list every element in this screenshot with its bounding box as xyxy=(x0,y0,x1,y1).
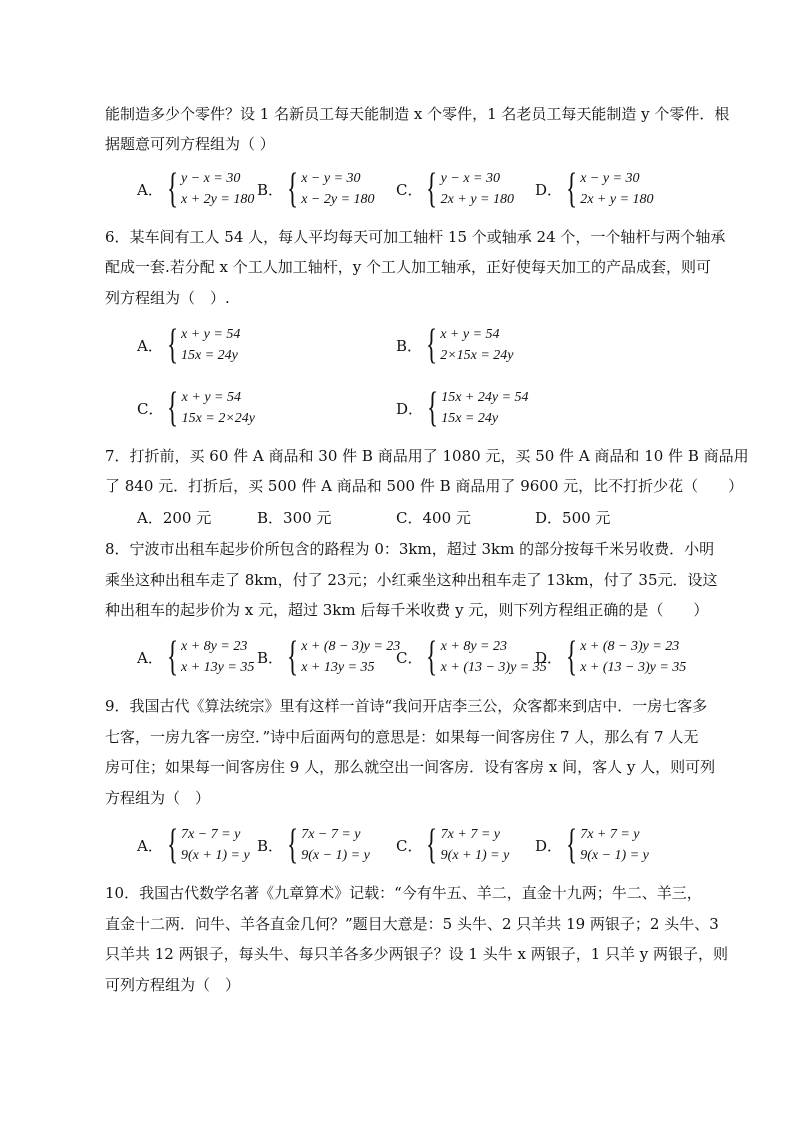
equation-system xyxy=(167,824,250,866)
q9-text-line-1: 9．我国古代《算法统宗》里有这样一首诗“我问开店李三公，众客都来到店中．一房七客多 xyxy=(105,697,708,715)
q10-text-line-4: 可列方程组为（ ） xyxy=(105,976,241,994)
equation: x + 2y = 180 xyxy=(181,192,255,207)
equation: 9(x − 1) = y xyxy=(301,848,370,863)
equation: x + (8 − 3)y = 23 xyxy=(580,639,680,654)
option-label: B． xyxy=(257,836,284,855)
q8-option-a[interactable] xyxy=(137,634,254,680)
option-label: C． xyxy=(137,399,164,418)
q8-options xyxy=(0,634,794,680)
q8-option-d[interactable] xyxy=(535,634,686,680)
equation: x + 8y = 23 xyxy=(181,639,248,654)
q9-options xyxy=(0,822,794,868)
option-label: D． xyxy=(535,648,563,667)
equation: 15x + 24y = 54 xyxy=(441,390,529,405)
equation: y − x = 30 xyxy=(181,171,241,186)
option-label: B． xyxy=(396,336,423,355)
equation-system xyxy=(167,168,255,210)
q10-text-line-3: 只羊共 12 两银子，每头牛、每只羊各多少两银子？设 1 头牛 x 两银子，1 只羊 y 两银子，则 xyxy=(105,945,729,963)
brace-icon: { xyxy=(426,166,438,212)
option-label: B． xyxy=(257,180,284,199)
brace-icon: { xyxy=(166,166,178,212)
equation: x + y = 54 xyxy=(440,327,500,342)
option-label: C． xyxy=(396,180,423,199)
brace-icon: { xyxy=(287,166,299,212)
equation: 9(x − 1) = y xyxy=(580,848,649,863)
q8-text-line-3: 种出租车的起步价为 x 元，超过 3km 后每千米收费 y 元，则下列方程组正确的是（ ） xyxy=(105,601,709,619)
equation: 9(x + 1) = y xyxy=(440,848,510,863)
q5-options xyxy=(0,166,794,212)
q7-option-a[interactable]: A．200 元 xyxy=(137,509,212,527)
equation: 7x + 7 = y xyxy=(580,827,640,842)
q9-option-a[interactable] xyxy=(137,822,250,868)
q8-option-c[interactable] xyxy=(396,634,547,680)
equation: x − 2y = 180 xyxy=(301,192,375,207)
equation-system xyxy=(426,636,546,678)
brace-icon: { xyxy=(426,822,438,868)
q7-text-line-2: 了 840 元．打折后，买 500 件 A 商品和 500 件 B 商品用了 9600 元，比不打折少花（ ） xyxy=(105,477,744,495)
equation: x + 8y = 23 xyxy=(440,639,507,654)
equation: 2x + y = 180 xyxy=(580,192,654,207)
q5-option-a[interactable] xyxy=(137,166,254,212)
equation: x + 13y = 35 xyxy=(301,660,375,675)
option-label: A． xyxy=(137,180,163,199)
equation: 2×15x = 24y xyxy=(440,348,514,363)
option-label: D． xyxy=(535,180,563,199)
brace-icon: { xyxy=(566,822,578,868)
equation-system xyxy=(566,636,686,678)
equation: 15x = 24y xyxy=(441,411,499,426)
q7-option-b[interactable]: B．300 元 xyxy=(257,509,332,527)
equation: x + y = 54 xyxy=(181,390,241,405)
q5-text-line-2: 据题意可列方程组为（ ） xyxy=(105,135,275,153)
equation: 15x = 2×24y xyxy=(181,411,255,426)
q5-option-d[interactable] xyxy=(535,166,654,212)
brace-icon: { xyxy=(167,385,179,431)
equation: 9(x + 1) = y xyxy=(181,848,250,863)
q6-text-line-1: 6．某车间有工人 54 人，每人平均每天可加工轴杆 15 个或轴承 24 个，一个轴杆与两个轴承 xyxy=(105,228,726,246)
brace-icon: { xyxy=(566,634,578,680)
brace-icon: { xyxy=(427,385,439,431)
equation: 7x − 7 = y xyxy=(301,827,361,842)
q9-option-c[interactable] xyxy=(396,822,509,868)
q8-text-line-2: 乘坐这种出租车走了 8km，付了 23元；小红乘坐这种出租车走了 13km，付了 35元．设这 xyxy=(105,571,718,589)
equation-system xyxy=(427,387,529,429)
equation-system xyxy=(287,168,375,210)
q9-text-line-3: 房可住；如果每一间客房住 9 人，那么就空出一间客房．设有客房 x 间，客人 y 人，则可列 xyxy=(105,758,716,776)
q6-text-line-3: 列方程组为（ ）. xyxy=(105,289,230,307)
q8-text-line-1: 8．宁波市出租车起步价所包含的路程为 0：3km，超过 3km 的部分按每千米另收费．小明 xyxy=(105,540,715,558)
q10-text-line-1: 10．我国古代数学名著《九章算术》记载：“今有牛五、羊二，直金十九两；牛二、羊三， xyxy=(105,884,702,902)
brace-icon: { xyxy=(166,634,178,680)
equation: 7x − 7 = y xyxy=(181,827,241,842)
option-label: B． xyxy=(257,648,284,667)
brace-icon: { xyxy=(166,322,178,368)
option-label: A． xyxy=(137,336,163,355)
q5-option-b[interactable] xyxy=(257,166,375,212)
equation-system xyxy=(167,636,255,678)
equation-system xyxy=(566,168,654,210)
q6-option-d[interactable] xyxy=(396,385,529,431)
q9-option-b[interactable] xyxy=(257,822,370,868)
q9-text-line-4: 方程组为（ ） xyxy=(105,789,211,807)
q7-text-line-1: 7．打折前，买 60 件 A 商品和 30 件 B 商品用了 1080 元，买 50 件 A 商品和 10 件 B 商品用 xyxy=(105,447,749,465)
q5-option-c[interactable] xyxy=(396,166,514,212)
equation: x + (13 − 3)y = 35 xyxy=(580,660,687,675)
equation: 7x + 7 = y xyxy=(440,827,500,842)
option-label: A． xyxy=(137,836,163,855)
option-label: C． xyxy=(396,648,423,667)
equation-system xyxy=(426,324,514,366)
equation: x + (8 − 3)y = 23 xyxy=(301,639,401,654)
option-label: D． xyxy=(535,836,563,855)
q8-option-b[interactable] xyxy=(257,634,400,680)
q6-text-line-2: 配成一套.若分配 x 个工人加工轴杆，y 个工人加工轴承，正好使每天加工的产品成套，则可 xyxy=(105,258,712,276)
equation-system xyxy=(167,324,241,366)
q6-option-a[interactable] xyxy=(137,322,240,368)
option-label: A． xyxy=(137,648,163,667)
equation-system xyxy=(287,636,400,678)
q6-options-row-1 xyxy=(0,322,794,368)
brace-icon: { xyxy=(287,634,299,680)
equation-system xyxy=(566,824,649,866)
q7-option-d[interactable]: D．500 元 xyxy=(535,509,611,527)
equation-system xyxy=(287,824,370,866)
equation: y − x = 30 xyxy=(440,171,500,186)
option-label: D． xyxy=(396,399,424,418)
equation-system xyxy=(167,387,255,429)
equation: x + y = 54 xyxy=(181,327,241,342)
q7-option-c[interactable]: C．400 元 xyxy=(396,509,471,527)
q10-text-line-2: 直金十二两．问牛、羊各直金几何？”题目大意是：5 头牛、2 只羊共 19 两银子；2 头牛、3 xyxy=(105,915,719,933)
q6-options-row-2 xyxy=(0,385,794,431)
option-label: C． xyxy=(396,836,423,855)
q9-option-d[interactable] xyxy=(535,822,649,868)
equation: x + (13 − 3)y = 35 xyxy=(440,660,547,675)
equation: x + 13y = 35 xyxy=(181,660,255,675)
equation-system xyxy=(426,824,509,866)
q5-text-line-1: 能制造多少个零件？设 1 名新员工每天能制造 x 个零件，1 名老员工每天能制造 y 个零件．根 xyxy=(105,105,730,123)
q9-text-line-2: 七客，一房九客一房空．”诗中后面两句的意思是：如果每一间客房住 7 人，那么有 7 人无 xyxy=(105,728,699,746)
equation: x − y = 30 xyxy=(580,171,640,186)
equation: 15x = 24y xyxy=(181,348,238,363)
brace-icon: { xyxy=(566,166,578,212)
brace-icon: { xyxy=(426,634,438,680)
brace-icon: { xyxy=(287,822,299,868)
equation: x − y = 30 xyxy=(301,171,361,186)
q6-option-b[interactable] xyxy=(396,322,514,368)
brace-icon: { xyxy=(426,322,438,368)
equation-system xyxy=(426,168,514,210)
brace-icon: { xyxy=(166,822,178,868)
q6-option-c[interactable] xyxy=(137,385,255,431)
equation: 2x + y = 180 xyxy=(440,192,514,207)
